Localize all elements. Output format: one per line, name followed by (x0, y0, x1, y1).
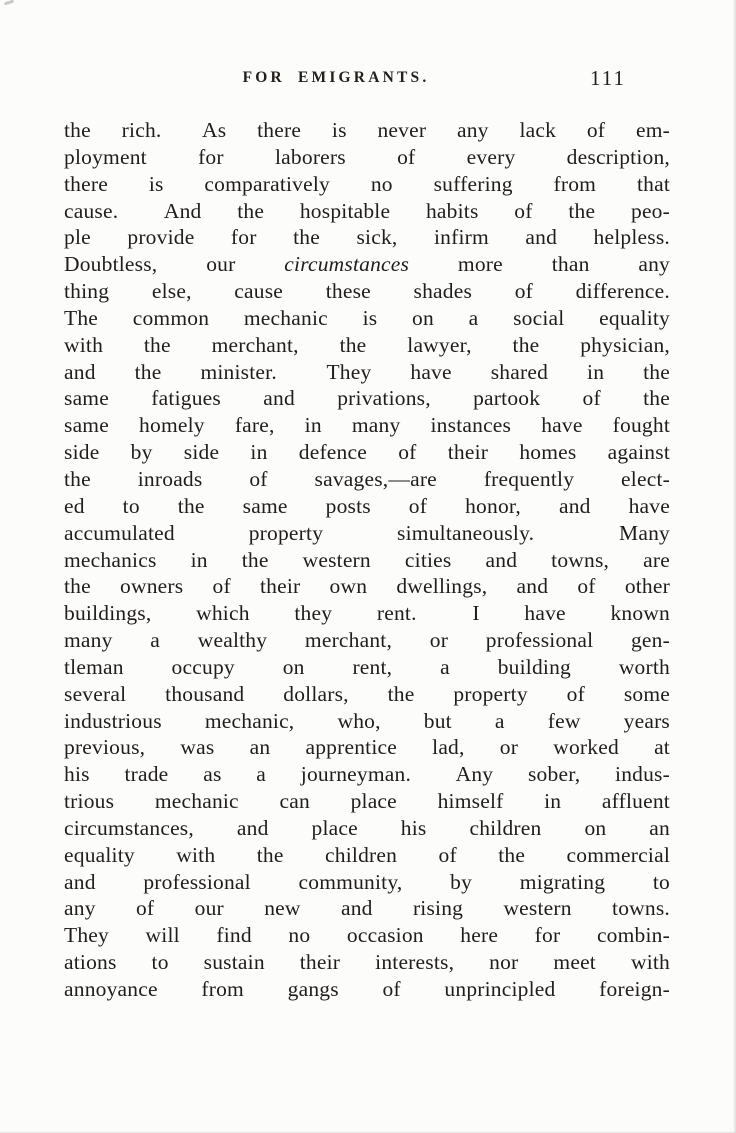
text-segment: his trade as a journeyman. Any sober, indus- (64, 762, 670, 787)
text-segment: mechanics in the western cities and towns, are (64, 547, 670, 572)
text-line (64, 144, 670, 171)
text-line (64, 171, 670, 198)
text-segment: there is comparatively no suffering from that (64, 171, 670, 196)
text-segment: tleman occupy on rent, a building worth (64, 654, 670, 679)
running-title: FOR EMIGRANTS. (242, 69, 430, 86)
text-line (64, 117, 670, 144)
text-line (64, 520, 670, 547)
text-line (64, 895, 670, 922)
text-segment: cause. And the hospitable habits of the peo- (64, 198, 670, 223)
text-segment: industrious mechanic, who, but a few years (64, 708, 670, 733)
text-line (64, 842, 670, 869)
text-segment-italic: circumstances (284, 252, 410, 277)
text-line (64, 815, 670, 842)
text-segment: buildings, which they rent. I have known (64, 601, 670, 626)
text-segment: many a wealthy merchant, or professional gen- (64, 628, 670, 653)
text-line (64, 385, 670, 412)
text-segment: ed to the same posts of honor, and have (64, 493, 670, 518)
text-line (64, 359, 670, 386)
text-segment: accumulated property simultaneously. Many (64, 520, 670, 545)
text-segment: thing else, cause these shades of difference. (64, 279, 670, 304)
scan-speck (4, 0, 14, 5)
page-number: 111 (590, 66, 626, 90)
text-segment: The common mechanic is on a social equality (64, 305, 670, 330)
text-segment: previous, was an apprentice lad, or worked at (64, 735, 670, 760)
text-segment: with the merchant, the lawyer, the physician, (64, 332, 670, 357)
text-line (64, 305, 670, 332)
text-segment: equality with the children of the commercial (64, 842, 670, 867)
text-segment: annoyance from gangs of unprincipled foreign- (64, 977, 670, 1001)
text-line (64, 332, 670, 359)
text-line (64, 627, 670, 654)
text-line (64, 198, 670, 225)
text-segment: trious mechanic can place himself in affluent (64, 789, 670, 814)
text-segment: the owners of their own dwellings, and of other (64, 574, 670, 599)
text-line (64, 734, 670, 761)
text-segment: ple provide for the sick, infirm and helpless. (64, 225, 670, 250)
text-segment: same homely fare, in many instances have fought (64, 413, 670, 438)
text-segment: and professional community, by migrating to (64, 869, 670, 894)
text-line (64, 251, 670, 278)
text-segment: the inroads of savages,—are frequently elect- (64, 466, 670, 491)
text-segment: ployment for laborers of every description, (64, 144, 670, 169)
text-line (64, 493, 670, 520)
text-line (64, 788, 670, 815)
text-segment: Doubtless, our (64, 252, 285, 277)
text-segment: any of our new and rising western towns. (64, 896, 670, 921)
text-line (64, 547, 670, 574)
text-line (64, 439, 670, 466)
text-line (64, 654, 670, 681)
text-line (64, 681, 670, 708)
text-line (64, 949, 670, 976)
text-line (64, 573, 670, 600)
text-line (64, 922, 670, 949)
text-line (64, 708, 670, 735)
text-line (64, 761, 670, 788)
text-line (64, 600, 670, 627)
text-segment: same fatigues and privations, partook of the (64, 386, 670, 411)
text-segment: more than any (409, 252, 670, 277)
text-segment: circumstances, and place his children on an (64, 815, 670, 840)
text-segment: side by side in defence of their homes against (64, 440, 670, 465)
text-line (64, 976, 670, 1003)
text-segment: several thousand dollars, the property of some (64, 681, 670, 706)
text-segment: ations to sustain their interests, nor meet with (64, 950, 670, 975)
text-line (64, 869, 670, 896)
text-segment: and the minister. They have shared in the (64, 359, 670, 384)
body-text (64, 117, 670, 1003)
text-line (64, 278, 670, 305)
text-line (64, 224, 670, 251)
page-header (64, 66, 670, 96)
text-line (64, 412, 670, 439)
text-line (64, 466, 670, 493)
text-segment: the rich. As there is never any lack of em- (64, 118, 670, 142)
text-segment: They will find no occasion here for combin- (64, 923, 670, 948)
